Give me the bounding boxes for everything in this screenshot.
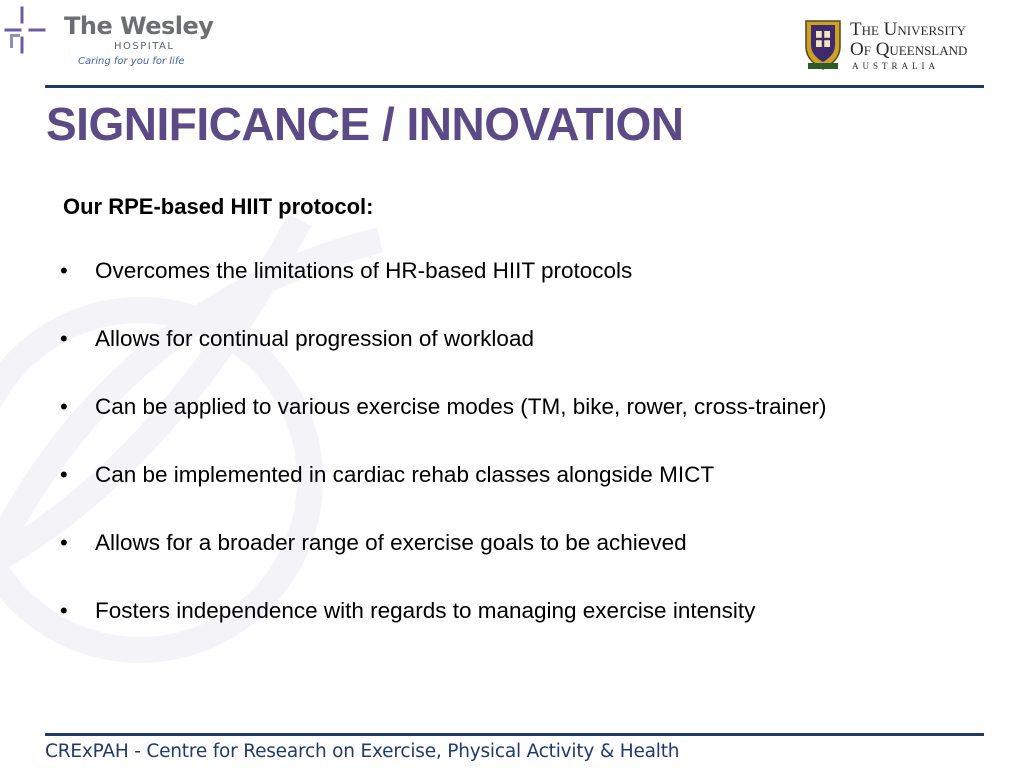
slide-title: SIGNIFICANCE / INNOVATION <box>46 98 684 150</box>
bullet-text: Allows for a broader range of exercise goals to be achieved <box>95 530 687 555</box>
wesley-logo-name: The Wesley <box>64 12 214 40</box>
bullet-dot-icon: • <box>60 258 68 283</box>
uq-logo-line1: The University <box>850 19 967 40</box>
bullet-text: Fosters independence with regards to managing exercise intensity <box>95 598 756 623</box>
wesley-logo-tagline: Caring for you for life <box>78 56 185 67</box>
wesley-hospital-logo <box>4 4 214 74</box>
wesley-logo-subtitle: HOSPITAL <box>114 41 175 52</box>
bullet-text: Allows for continual progression of workload <box>95 326 534 351</box>
footer-text: CRExPAH - Centre for Research on Exercise, Physical Activity & Health <box>45 741 680 762</box>
bullet-text: Can be applied to various exercise modes (TM, bike, rower, cross-trainer) <box>95 394 827 419</box>
uq-crest-icon <box>800 17 846 71</box>
bullet-dot-icon: • <box>60 530 68 555</box>
header-divider <box>45 85 984 88</box>
uq-logo-line2: Of Queensland <box>850 39 968 60</box>
bullet-dot-icon: • <box>60 462 68 487</box>
uq-logo-line3: AUSTRALIA <box>852 61 939 71</box>
slide-subheading: Our RPE-based HIIT protocol: <box>63 194 374 219</box>
bullet-text: Can be implemented in cardiac rehab classes alongside MICT <box>95 462 715 487</box>
bullet-text: Overcomes the limitations of HR-based HIIT protocols <box>95 258 633 283</box>
bullet-dot-icon: • <box>60 598 68 623</box>
footer-divider <box>45 733 984 736</box>
university-of-queensland-logo <box>800 17 990 75</box>
wesley-cross-icon <box>4 4 60 54</box>
bullet-dot-icon: • <box>60 394 68 419</box>
bullet-dot-icon: • <box>60 326 68 351</box>
